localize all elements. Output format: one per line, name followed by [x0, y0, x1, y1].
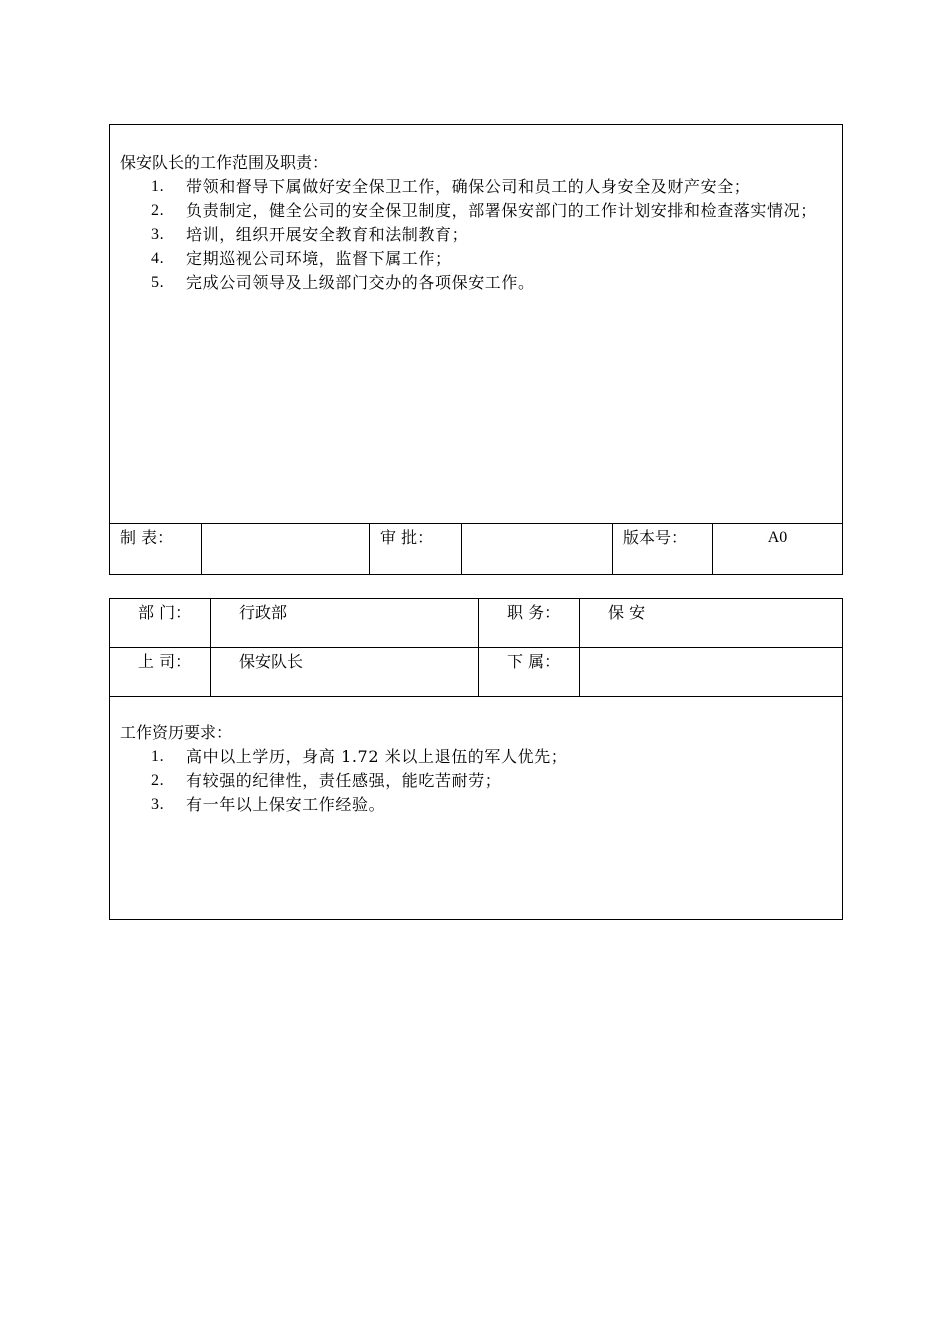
- duty-number: 3.: [151, 226, 165, 243]
- position-info-table: [109, 598, 843, 920]
- duty-number: 4.: [151, 250, 165, 267]
- position-value: 保 安: [580, 599, 843, 648]
- duty-item: [120, 175, 832, 199]
- duty-text: 定期巡视公司环境，监督下属工作；: [186, 249, 452, 268]
- requirement-item: [120, 769, 832, 793]
- position-label: 职 务：: [479, 599, 580, 648]
- requirement-number: 3.: [151, 796, 165, 813]
- duty-text: 完成公司领导及上级部门交办的各项保安工作。: [186, 273, 535, 292]
- requirement-text: 有较强的纪律性，责任感强，能吃苦耐劳；: [186, 771, 502, 790]
- approved-by-label: 审 批：: [370, 524, 462, 575]
- duties-table: [109, 124, 843, 575]
- department-value: 行政部: [211, 599, 479, 648]
- subordinate-label: 下 属：: [479, 648, 580, 697]
- duty-item: [120, 223, 832, 247]
- subordinate-field[interactable]: [580, 648, 843, 697]
- superior-value: 保安队长: [211, 648, 479, 697]
- version-value: A0: [713, 524, 843, 575]
- requirements-list: [120, 745, 832, 817]
- requirements-heading: 工作资历要求：: [120, 723, 233, 742]
- requirement-number: 1.: [151, 748, 165, 765]
- duty-item: [120, 247, 832, 271]
- duties-heading: 保安队长的工作范围及职责：: [120, 153, 329, 172]
- version-label: 版本号：: [613, 524, 713, 575]
- duty-number: 2.: [151, 202, 165, 219]
- duties-cell: [110, 125, 843, 524]
- requirement-item: [120, 793, 832, 817]
- duty-number: 5.: [151, 274, 165, 291]
- requirement-text: 有一年以上保安工作经验。: [186, 795, 386, 814]
- duty-number: 1.: [151, 178, 165, 195]
- requirement-number: 2.: [151, 772, 165, 789]
- requirement-text: 高中以上学历，身高 1.72 米以上退伍的军人优先；: [186, 747, 568, 766]
- prepared-by-label: 制 表：: [110, 524, 202, 575]
- requirements-cell: [110, 697, 843, 920]
- approved-by-field[interactable]: [462, 524, 613, 575]
- requirement-item: [120, 745, 832, 769]
- duty-item: [120, 271, 832, 295]
- duty-text: 带领和督导下属做好安全保卫工作，确保公司和员工的人身安全及财产安全；: [186, 177, 751, 196]
- duty-text: 培训，组织开展安全教育和法制教育；: [186, 225, 469, 244]
- superior-label: 上 司：: [110, 648, 211, 697]
- duties-list: [120, 175, 832, 295]
- prepared-by-field[interactable]: [202, 524, 370, 575]
- duty-text: 负责制定，健全公司的安全保卫制度，部署保安部门的工作计划安排和检查落实情况；: [186, 201, 817, 220]
- department-label: 部 门：: [110, 599, 211, 648]
- duty-item: [120, 199, 832, 223]
